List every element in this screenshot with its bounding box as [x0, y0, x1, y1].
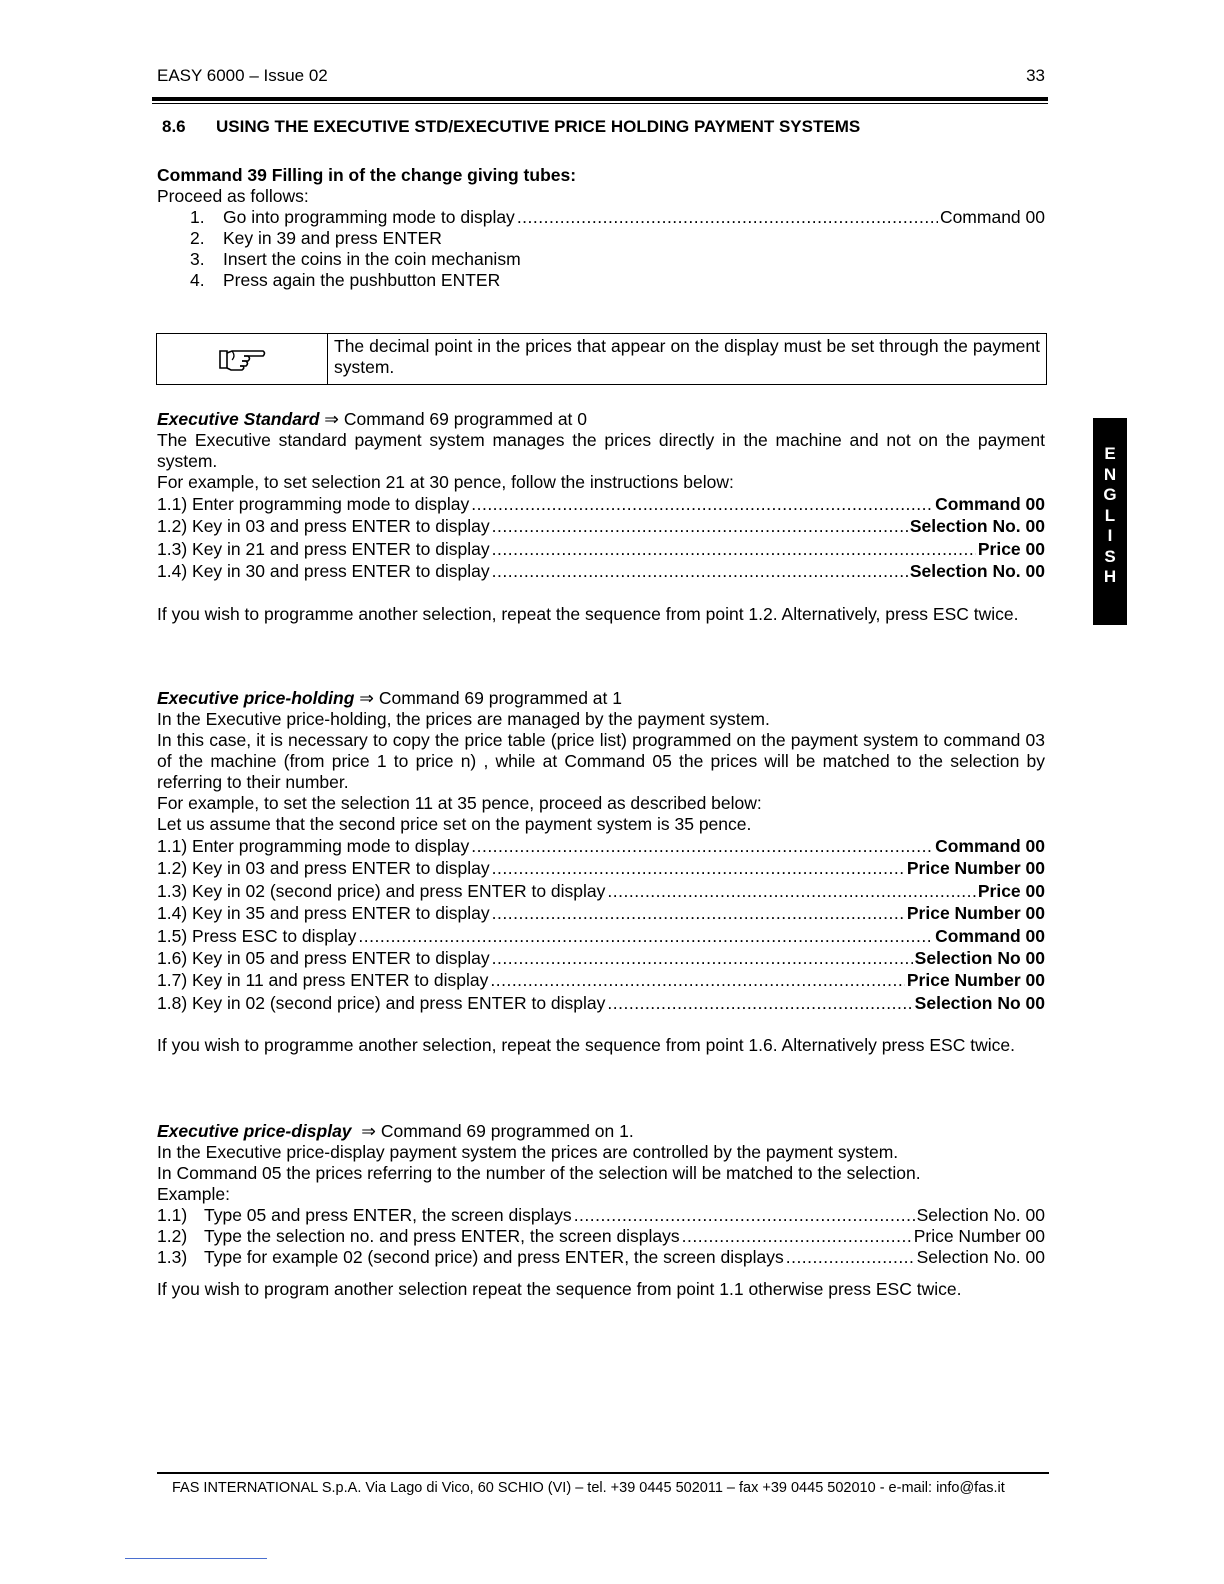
- exec-display-para: Example:: [157, 1184, 230, 1204]
- exec-standard-para: The Executive standard payment system manages the prices directly in the machine and not on the payment system.: [157, 430, 1045, 471]
- footer-address: FAS INTERNATIONAL S.p.A. Via Lago di Vico, 60 SCHIO (VI) – tel. +39 0445 502011 – fax +39 0445 502010 - e-mail: info@fas.it: [172, 1480, 1005, 1496]
- command39-title: Command 39 Filling in of the change giving tubes:: [157, 165, 577, 185]
- command39-block: [157, 165, 1045, 291]
- document-header-title: EASY 6000 – Issue 02: [157, 66, 328, 85]
- exec-standard-step: 1.2) Key in 03 and press ENTER to display ..... Selection No. 00: [157, 515, 1045, 537]
- exec-display-heading: Executive price-display ⇒ Command 69 programmed on 1.: [157, 1121, 634, 1141]
- exec-holding-step: 1.4) Key in 35 and press ENTER to display ..... Price Number 00: [157, 902, 1045, 924]
- exec-holding-heading: Executive price-holding ⇒ Command 69 programmed at 1: [157, 688, 622, 708]
- command39-step: 2. Key in 39 and press ENTER: [190, 228, 442, 248]
- exec-display-para: In the Executive price-display payment system the prices are controlled by the payment system.: [157, 1142, 899, 1162]
- pointing-hand-icon: [217, 346, 267, 372]
- exec-holding-step: 1.2) Key in 03 and press ENTER to display ..... Price Number 00: [157, 857, 1045, 879]
- exec-holding-step: 1.8) Key in 02 (second price) and press ENTER to display ..... Selection No 00: [157, 992, 1045, 1014]
- exec-holding-para: In this case, it is necessary to copy the price table (price list) programmed on the payment system to command 03 of the machine (from price 1 to price n) , while at Command 05 the prices will be matched to the selection by referring to their number.: [157, 730, 1045, 792]
- note-box: [156, 333, 1047, 385]
- exec-holding-para: In the Executive price-holding, the prices are managed by the payment system.: [157, 709, 770, 729]
- exec-holding-para: For example, to set the selection 11 at 35 pence, proceed as described below:: [157, 793, 762, 813]
- note-text: The decimal point in the prices that appear on the display must be set through the payment system.: [334, 336, 1040, 377]
- command39-step: 1. Go into programming mode to display ..... Command 00: [157, 207, 1045, 228]
- exec-holding-closing: If you wish to programme another selection, repeat the sequence from point 1.6. Alternatively press ESC twice.: [157, 1035, 1015, 1056]
- command39-step-value: Command 00: [939, 207, 1045, 227]
- header-rule-thin: [152, 103, 1048, 104]
- command39-step: 4. Press again the pushbutton ENTER: [190, 270, 501, 290]
- exec-display-closing: If you wish to program another selection repeat the sequence from point 1.1 otherwise press ESC twice.: [157, 1279, 962, 1299]
- exec-holding-block: [157, 688, 1045, 1056]
- exec-holding-step: 1.6) Key in 05 and press ENTER to display ..... Selection No 00: [157, 947, 1045, 969]
- exec-display-block: [157, 1121, 1045, 1300]
- section-heading: [162, 117, 860, 137]
- footer-rule: [157, 1472, 1049, 1474]
- section-number: 8.6: [162, 117, 186, 136]
- exec-display-para: In Command 05 the prices referring to the number of the selection will be matched to the selection.: [157, 1163, 921, 1183]
- command39-intro: Proceed as follows:: [157, 186, 309, 206]
- page-number: 33: [1026, 66, 1045, 85]
- exec-holding-step: 1.7) Key in 11 and press ENTER to display ..... Price Number 00: [157, 969, 1045, 991]
- exec-standard-block: [157, 409, 1045, 625]
- exec-standard-step: 1.3) Key in 21 and press ENTER to display ..... Price 00: [157, 538, 1045, 560]
- link-underline[interactable]: [125, 1558, 267, 1559]
- language-side-tab: E N G L I S H: [1093, 418, 1127, 625]
- exec-display-step: 1.2) Type the selection no. and press ENTER, the screen displays ..... Price Number 00: [157, 1226, 1045, 1247]
- exec-standard-step: 1.4) Key in 30 and press ENTER to display ..... Selection No. 00: [157, 560, 1045, 582]
- section-title: USING THE EXECUTIVE STD/EXECUTIVE PRICE HOLDING PAYMENT SYSTEMS: [216, 117, 861, 136]
- exec-display-step: 1.1) Type 05 and press ENTER, the screen displays ..... Selection No. 00: [157, 1205, 1045, 1226]
- exec-display-step: 1.3) Type for example 02 (second price) and press ENTER, the screen displays ..... Selection No. 00: [157, 1247, 1045, 1268]
- exec-holding-step: 1.5) Press ESC to display ..... Command 00: [157, 925, 1045, 947]
- exec-standard-heading: Executive Standard ⇒ Command 69 programmed at 0: [157, 409, 588, 429]
- exec-standard-closing: If you wish to programme another selection, repeat the sequence from point 1.2. Alternatively, press ESC twice.: [157, 603, 1019, 624]
- exec-standard-step: 1.1) Enter programming mode to display ..... Command 00: [157, 493, 1045, 515]
- exec-holding-para: Let us assume that the second price set on the payment system is 35 pence.: [157, 814, 752, 834]
- exec-standard-para: For example, to set selection 21 at 30 pence, follow the instructions below:: [157, 472, 734, 492]
- header-rule: [152, 97, 1048, 101]
- command39-step: 3. Insert the coins in the coin mechanism: [190, 249, 521, 269]
- exec-holding-step: 1.1) Enter programming mode to display ..... Command 00: [157, 835, 1045, 857]
- exec-holding-step: 1.3) Key in 02 (second price) and press ENTER to display ..... Price 00: [157, 880, 1045, 902]
